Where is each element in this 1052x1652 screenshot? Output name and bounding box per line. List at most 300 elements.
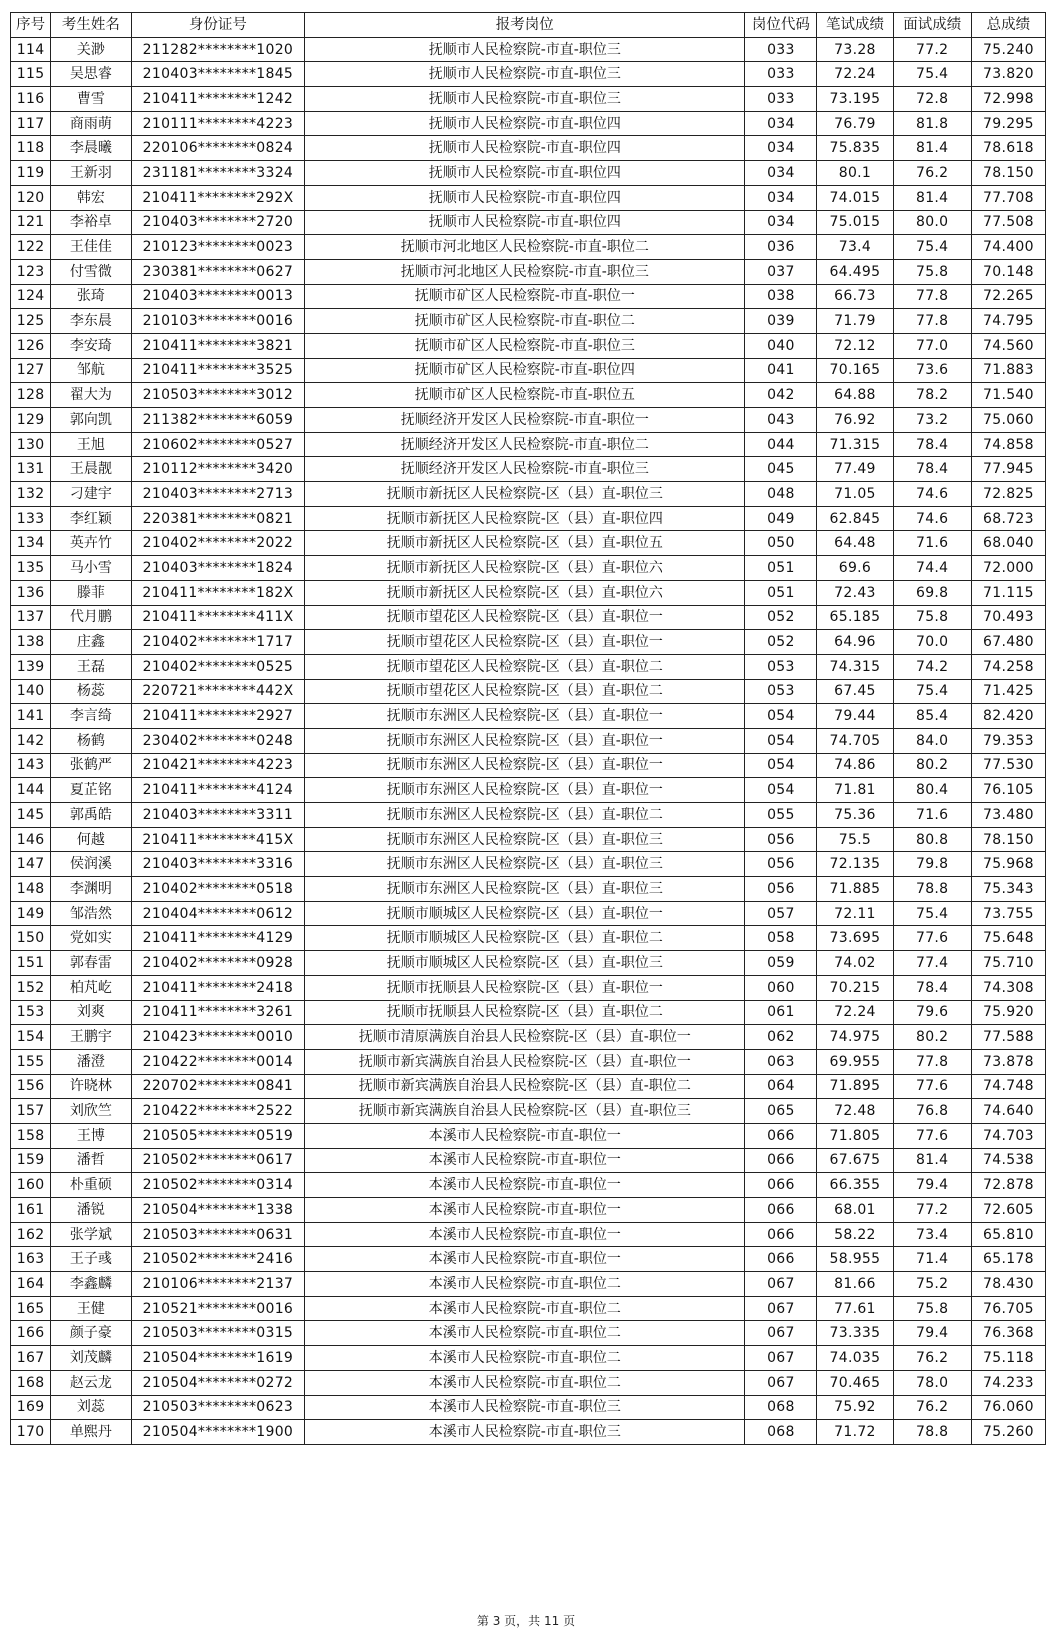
cell-total-score: 74.858: [971, 432, 1045, 457]
cell-total-score: 76.705: [971, 1296, 1045, 1321]
table-row: [11, 630, 1046, 655]
cell-name: 李裕卓: [51, 210, 131, 235]
cell-id-number: 210404********0612: [131, 901, 305, 926]
cell-position-code: 034: [745, 210, 817, 235]
cell-position: 抚顺市清原满族自治县人民检察院-区（县）直-职位一: [305, 1025, 745, 1050]
cell-position-code: 044: [745, 432, 817, 457]
cell-index: 168: [11, 1370, 51, 1395]
cell-id-number: 210411********292X: [131, 185, 305, 210]
cell-id-number: 210504********1338: [131, 1198, 305, 1223]
table-body: [11, 37, 1046, 1444]
cell-interview-score: 80.0: [893, 210, 971, 235]
cell-position-code: 033: [745, 37, 817, 62]
cell-interview-score: 69.8: [893, 580, 971, 605]
cell-position-code: 066: [745, 1247, 817, 1272]
cell-index: 157: [11, 1099, 51, 1124]
cell-id-number: 210411********182X: [131, 580, 305, 605]
cell-total-score: 77.945: [971, 457, 1045, 482]
cell-name: 刘爽: [51, 1000, 131, 1025]
cell-name: 翟大为: [51, 383, 131, 408]
cell-position-code: 067: [745, 1346, 817, 1371]
cell-total-score: 73.755: [971, 901, 1045, 926]
cell-name: 夏芷铭: [51, 778, 131, 803]
table-row: [11, 333, 1046, 358]
cell-written-score: 72.11: [817, 901, 893, 926]
cell-index: 147: [11, 852, 51, 877]
cell-interview-score: 75.4: [893, 62, 971, 87]
cell-total-score: 76.105: [971, 778, 1045, 803]
cell-written-score: 71.05: [817, 482, 893, 507]
cell-position-code: 053: [745, 679, 817, 704]
cell-total-score: 73.480: [971, 803, 1045, 828]
cell-written-score: 58.22: [817, 1222, 893, 1247]
cell-position: 抚顺市人民检察院-市直-职位四: [305, 136, 745, 161]
cell-written-score: 71.315: [817, 432, 893, 457]
cell-name: 李红颖: [51, 506, 131, 531]
cell-name: 刁建宇: [51, 482, 131, 507]
header-interview-score: 面试成绩: [893, 13, 971, 38]
cell-index: 126: [11, 333, 51, 358]
cell-id-number: 210504********1900: [131, 1420, 305, 1445]
cell-interview-score: 78.4: [893, 457, 971, 482]
cell-interview-score: 76.2: [893, 1346, 971, 1371]
cell-index: 137: [11, 605, 51, 630]
cell-position: 抚顺经济开发区人民检察院-市直-职位一: [305, 408, 745, 433]
cell-id-number: 210411********3821: [131, 333, 305, 358]
cell-total-score: 71.425: [971, 679, 1045, 704]
cell-total-score: 78.430: [971, 1272, 1045, 1297]
cell-name: 潘锐: [51, 1198, 131, 1223]
cell-total-score: 75.710: [971, 951, 1045, 976]
cell-position: 抚顺市河北地区人民检察院-市直-职位三: [305, 259, 745, 284]
cell-total-score: 75.260: [971, 1420, 1045, 1445]
cell-total-score: 68.723: [971, 506, 1045, 531]
cell-written-score: 67.45: [817, 679, 893, 704]
table-row: [11, 605, 1046, 630]
cell-total-score: 77.530: [971, 753, 1045, 778]
cell-interview-score: 75.2: [893, 1272, 971, 1297]
cell-index: 146: [11, 827, 51, 852]
cell-name: 刘欣竺: [51, 1099, 131, 1124]
cell-written-score: 68.01: [817, 1198, 893, 1223]
table-row: [11, 408, 1046, 433]
cell-id-number: 210112********3420: [131, 457, 305, 482]
cell-position: 本溪市人民检察院-市直-职位二: [305, 1346, 745, 1371]
header-row: [11, 13, 1046, 38]
cell-written-score: 74.015: [817, 185, 893, 210]
cell-id-number: 210602********0527: [131, 432, 305, 457]
cell-position: 本溪市人民检察院-市直-职位二: [305, 1321, 745, 1346]
cell-position: 抚顺市顺城区人民检察院-区（县）直-职位二: [305, 926, 745, 951]
cell-position: 抚顺市人民检察院-市直-职位四: [305, 185, 745, 210]
cell-index: 163: [11, 1247, 51, 1272]
cell-position-code: 054: [745, 704, 817, 729]
cell-written-score: 75.015: [817, 210, 893, 235]
cell-total-score: 67.480: [971, 630, 1045, 655]
score-table: [10, 12, 1046, 1445]
cell-position: 本溪市人民检察院-市直-职位一: [305, 1123, 745, 1148]
cell-position: 抚顺市人民检察院-市直-职位三: [305, 62, 745, 87]
cell-index: 151: [11, 951, 51, 976]
cell-position-code: 048: [745, 482, 817, 507]
cell-written-score: 72.135: [817, 852, 893, 877]
cell-position-code: 038: [745, 284, 817, 309]
cell-total-score: 65.810: [971, 1222, 1045, 1247]
cell-position-code: 049: [745, 506, 817, 531]
cell-position: 抚顺市望花区人民检察院-区（县）直-职位二: [305, 679, 745, 704]
cell-interview-score: 78.4: [893, 975, 971, 1000]
cell-position: 抚顺市人民检察院-市直-职位三: [305, 87, 745, 112]
cell-id-number: 210411********2927: [131, 704, 305, 729]
cell-name: 刘蕊: [51, 1395, 131, 1420]
cell-name: 关渺: [51, 37, 131, 62]
cell-index: 129: [11, 408, 51, 433]
score-table-container: [10, 12, 1046, 1445]
cell-position: 抚顺市新抚区人民检察院-区（县）直-职位四: [305, 506, 745, 531]
cell-id-number: 210411********3525: [131, 358, 305, 383]
cell-total-score: 75.118: [971, 1346, 1045, 1371]
cell-index: 124: [11, 284, 51, 309]
cell-position-code: 050: [745, 531, 817, 556]
cell-id-number: 210503********0631: [131, 1222, 305, 1247]
cell-index: 121: [11, 210, 51, 235]
cell-name: 柏芃屹: [51, 975, 131, 1000]
cell-total-score: 75.060: [971, 408, 1045, 433]
cell-name: 郭禹皓: [51, 803, 131, 828]
cell-position-code: 057: [745, 901, 817, 926]
cell-name: 张鹤严: [51, 753, 131, 778]
cell-index: 118: [11, 136, 51, 161]
cell-index: 166: [11, 1321, 51, 1346]
cell-position: 抚顺市抚顺县人民检察院-区（县）直-职位一: [305, 975, 745, 1000]
cell-position: 抚顺市新宾满族自治县人民检察院-区（县）直-职位一: [305, 1049, 745, 1074]
cell-total-score: 74.640: [971, 1099, 1045, 1124]
cell-position: 本溪市人民检察院-市直-职位一: [305, 1148, 745, 1173]
cell-name: 王旭: [51, 432, 131, 457]
cell-interview-score: 81.4: [893, 136, 971, 161]
cell-index: 152: [11, 975, 51, 1000]
cell-position: 抚顺市人民检察院-市直-职位三: [305, 37, 745, 62]
cell-name: 刘茂麟: [51, 1346, 131, 1371]
header-position-code: 岗位代码: [745, 13, 817, 38]
cell-written-score: 74.86: [817, 753, 893, 778]
cell-position: 抚顺市新宾满族自治县人民检察院-区（县）直-职位二: [305, 1074, 745, 1099]
cell-name: 王健: [51, 1296, 131, 1321]
cell-index: 128: [11, 383, 51, 408]
cell-interview-score: 77.4: [893, 951, 971, 976]
cell-id-number: 210411********3261: [131, 1000, 305, 1025]
cell-written-score: 71.72: [817, 1420, 893, 1445]
header-written-score: 笔试成绩: [817, 13, 893, 38]
table-row: [11, 654, 1046, 679]
cell-written-score: 73.335: [817, 1321, 893, 1346]
cell-position-code: 066: [745, 1148, 817, 1173]
cell-name: 韩宏: [51, 185, 131, 210]
cell-interview-score: 75.4: [893, 235, 971, 260]
cell-interview-score: 79.4: [893, 1321, 971, 1346]
cell-interview-score: 76.8: [893, 1099, 971, 1124]
cell-position: 抚顺市顺城区人民检察院-区（县）直-职位三: [305, 951, 745, 976]
cell-name: 李晨曦: [51, 136, 131, 161]
cell-position: 抚顺市人民检察院-市直-职位四: [305, 111, 745, 136]
cell-position: 本溪市人民检察院-市直-职位一: [305, 1222, 745, 1247]
cell-position-code: 034: [745, 136, 817, 161]
cell-id-number: 210504********1619: [131, 1346, 305, 1371]
cell-name: 王鹏宇: [51, 1025, 131, 1050]
cell-id-number: 210411********415X: [131, 827, 305, 852]
cell-id-number: 210502********0314: [131, 1173, 305, 1198]
cell-position-code: 052: [745, 605, 817, 630]
cell-position: 抚顺市望花区人民检察院-区（县）直-职位二: [305, 654, 745, 679]
cell-index: 155: [11, 1049, 51, 1074]
cell-position-code: 056: [745, 827, 817, 852]
table-row: [11, 161, 1046, 186]
cell-total-score: 76.368: [971, 1321, 1045, 1346]
cell-index: 160: [11, 1173, 51, 1198]
cell-name: 王磊: [51, 654, 131, 679]
header-total-score: 总成绩: [971, 13, 1045, 38]
cell-position: 抚顺市人民检察院-市直-职位四: [305, 161, 745, 186]
cell-interview-score: 73.4: [893, 1222, 971, 1247]
cell-written-score: 75.92: [817, 1395, 893, 1420]
cell-position: 抚顺市矿区人民检察院-市直-职位一: [305, 284, 745, 309]
table-row: [11, 284, 1046, 309]
cell-position-code: 040: [745, 333, 817, 358]
table-row: [11, 1222, 1046, 1247]
cell-id-number: 210423********0010: [131, 1025, 305, 1050]
cell-index: 123: [11, 259, 51, 284]
cell-name: 单熙丹: [51, 1420, 131, 1445]
cell-position-code: 054: [745, 753, 817, 778]
cell-index: 132: [11, 482, 51, 507]
cell-name: 付雪微: [51, 259, 131, 284]
cell-index: 115: [11, 62, 51, 87]
cell-total-score: 79.353: [971, 728, 1045, 753]
cell-name: 潘哲: [51, 1148, 131, 1173]
cell-name: 代月鹏: [51, 605, 131, 630]
cell-index: 122: [11, 235, 51, 260]
cell-written-score: 64.88: [817, 383, 893, 408]
cell-id-number: 210123********0023: [131, 235, 305, 260]
table-row: [11, 185, 1046, 210]
cell-position-code: 041: [745, 358, 817, 383]
cell-total-score: 74.233: [971, 1370, 1045, 1395]
cell-name: 李渊明: [51, 877, 131, 902]
cell-total-score: 72.605: [971, 1198, 1045, 1223]
cell-written-score: 73.695: [817, 926, 893, 951]
cell-position-code: 061: [745, 1000, 817, 1025]
cell-position: 抚顺市新抚区人民检察院-区（县）直-职位六: [305, 556, 745, 581]
cell-interview-score: 81.4: [893, 185, 971, 210]
cell-interview-score: 75.4: [893, 679, 971, 704]
cell-position: 抚顺市新宾满族自治县人民检察院-区（县）直-职位三: [305, 1099, 745, 1124]
cell-interview-score: 81.8: [893, 111, 971, 136]
table-row: [11, 679, 1046, 704]
cell-position-code: 068: [745, 1420, 817, 1445]
table-row: [11, 1420, 1046, 1445]
cell-interview-score: 77.8: [893, 309, 971, 334]
cell-total-score: 72.825: [971, 482, 1045, 507]
cell-interview-score: 77.8: [893, 1049, 971, 1074]
cell-index: 117: [11, 111, 51, 136]
header-name: 考生姓名: [51, 13, 131, 38]
cell-position: 抚顺市东洲区人民检察院-区（县）直-职位一: [305, 778, 745, 803]
cell-id-number: 210403********3316: [131, 852, 305, 877]
cell-name: 英卉竹: [51, 531, 131, 556]
cell-total-score: 65.178: [971, 1247, 1045, 1272]
cell-interview-score: 72.8: [893, 87, 971, 112]
cell-id-number: 210402********1717: [131, 630, 305, 655]
cell-index: 154: [11, 1025, 51, 1050]
cell-id-number: 220381********0821: [131, 506, 305, 531]
cell-total-score: 78.618: [971, 136, 1045, 161]
cell-index: 125: [11, 309, 51, 334]
cell-id-number: 210422********0014: [131, 1049, 305, 1074]
cell-index: 134: [11, 531, 51, 556]
cell-written-score: 65.185: [817, 605, 893, 630]
table-row: [11, 136, 1046, 161]
cell-written-score: 58.955: [817, 1247, 893, 1272]
cell-total-score: 74.560: [971, 333, 1045, 358]
cell-written-score: 64.96: [817, 630, 893, 655]
table-row: [11, 1000, 1046, 1025]
cell-position: 抚顺市人民检察院-市直-职位四: [305, 210, 745, 235]
table-row: [11, 852, 1046, 877]
cell-position-code: 066: [745, 1198, 817, 1223]
cell-interview-score: 77.6: [893, 926, 971, 951]
cell-total-score: 72.878: [971, 1173, 1045, 1198]
cell-position: 本溪市人民检察院-市直-职位二: [305, 1272, 745, 1297]
cell-interview-score: 74.6: [893, 482, 971, 507]
cell-id-number: 211282********1020: [131, 37, 305, 62]
cell-name: 商雨萌: [51, 111, 131, 136]
cell-written-score: 72.48: [817, 1099, 893, 1124]
cell-written-score: 71.805: [817, 1123, 893, 1148]
cell-id-number: 210403********3311: [131, 803, 305, 828]
cell-index: 143: [11, 753, 51, 778]
cell-written-score: 73.4: [817, 235, 893, 260]
cell-total-score: 73.820: [971, 62, 1045, 87]
header-id-number: 身份证号: [131, 13, 305, 38]
cell-total-score: 75.343: [971, 877, 1045, 902]
cell-id-number: 210503********0623: [131, 1395, 305, 1420]
cell-id-number: 210403********2720: [131, 210, 305, 235]
cell-interview-score: 80.2: [893, 1025, 971, 1050]
cell-written-score: 71.81: [817, 778, 893, 803]
cell-position-code: 067: [745, 1370, 817, 1395]
cell-index: 164: [11, 1272, 51, 1297]
table-row: [11, 1173, 1046, 1198]
cell-id-number: 210403********2713: [131, 482, 305, 507]
table-row: [11, 309, 1046, 334]
cell-id-number: 210103********0016: [131, 309, 305, 334]
cell-position: 抚顺市矿区人民检察院-市直-职位五: [305, 383, 745, 408]
cell-position-code: 056: [745, 852, 817, 877]
cell-id-number: 210421********4223: [131, 753, 305, 778]
cell-name: 马小雪: [51, 556, 131, 581]
cell-written-score: 73.195: [817, 87, 893, 112]
cell-written-score: 74.975: [817, 1025, 893, 1050]
table-row: [11, 259, 1046, 284]
cell-interview-score: 73.2: [893, 408, 971, 433]
cell-name: 王子彧: [51, 1247, 131, 1272]
cell-position-code: 033: [745, 87, 817, 112]
cell-written-score: 67.675: [817, 1148, 893, 1173]
cell-written-score: 70.165: [817, 358, 893, 383]
cell-index: 131: [11, 457, 51, 482]
cell-interview-score: 77.6: [893, 1123, 971, 1148]
cell-written-score: 70.215: [817, 975, 893, 1000]
cell-total-score: 78.150: [971, 161, 1045, 186]
cell-position: 抚顺市东洲区人民检察院-区（县）直-职位一: [305, 728, 745, 753]
cell-total-score: 68.040: [971, 531, 1045, 556]
cell-position-code: 066: [745, 1123, 817, 1148]
cell-total-score: 77.508: [971, 210, 1045, 235]
cell-position: 抚顺市矿区人民检察院-市直-职位四: [305, 358, 745, 383]
table-row: [11, 482, 1046, 507]
cell-name: 李安琦: [51, 333, 131, 358]
cell-name: 李东晨: [51, 309, 131, 334]
cell-id-number: 210505********0519: [131, 1123, 305, 1148]
cell-interview-score: 75.8: [893, 1296, 971, 1321]
table-row: [11, 728, 1046, 753]
table-row: [11, 383, 1046, 408]
cell-name: 邹浩然: [51, 901, 131, 926]
cell-position: 抚顺市矿区人民检察院-市直-职位三: [305, 333, 745, 358]
cell-position-code: 037: [745, 259, 817, 284]
header-position: 报考岗位: [305, 13, 745, 38]
cell-name: 李鑫麟: [51, 1272, 131, 1297]
cell-name: 王佳佳: [51, 235, 131, 260]
cell-interview-score: 77.2: [893, 1198, 971, 1223]
cell-id-number: 210403********1845: [131, 62, 305, 87]
cell-interview-score: 77.2: [893, 37, 971, 62]
table-row: [11, 1099, 1046, 1124]
table-row: [11, 432, 1046, 457]
table-row: [11, 753, 1046, 778]
cell-id-number: 210504********0272: [131, 1370, 305, 1395]
cell-written-score: 66.73: [817, 284, 893, 309]
cell-position: 本溪市人民检察院-市直-职位三: [305, 1420, 745, 1445]
table-row: [11, 1395, 1046, 1420]
cell-index: 170: [11, 1420, 51, 1445]
cell-position: 抚顺市抚顺县人民检察院-区（县）直-职位二: [305, 1000, 745, 1025]
cell-interview-score: 74.4: [893, 556, 971, 581]
cell-written-score: 62.845: [817, 506, 893, 531]
cell-name: 朴重硕: [51, 1173, 131, 1198]
cell-total-score: 74.258: [971, 654, 1045, 679]
cell-position-code: 042: [745, 383, 817, 408]
cell-position-code: 066: [745, 1222, 817, 1247]
table-row: [11, 1272, 1046, 1297]
cell-id-number: 210503********3012: [131, 383, 305, 408]
cell-position: 本溪市人民检察院-市直-职位一: [305, 1173, 745, 1198]
cell-name: 曹雪: [51, 87, 131, 112]
cell-interview-score: 78.4: [893, 432, 971, 457]
cell-index: 156: [11, 1074, 51, 1099]
cell-index: 165: [11, 1296, 51, 1321]
cell-interview-score: 85.4: [893, 704, 971, 729]
cell-index: 142: [11, 728, 51, 753]
cell-position: 抚顺市新抚区人民检察院-区（县）直-职位六: [305, 580, 745, 605]
cell-position-code: 054: [745, 778, 817, 803]
table-row: [11, 1123, 1046, 1148]
cell-id-number: 210111********4223: [131, 111, 305, 136]
cell-id-number: 231181********3324: [131, 161, 305, 186]
cell-name: 庄鑫: [51, 630, 131, 655]
cell-position: 抚顺市顺城区人民检察院-区（县）直-职位一: [305, 901, 745, 926]
cell-interview-score: 71.4: [893, 1247, 971, 1272]
